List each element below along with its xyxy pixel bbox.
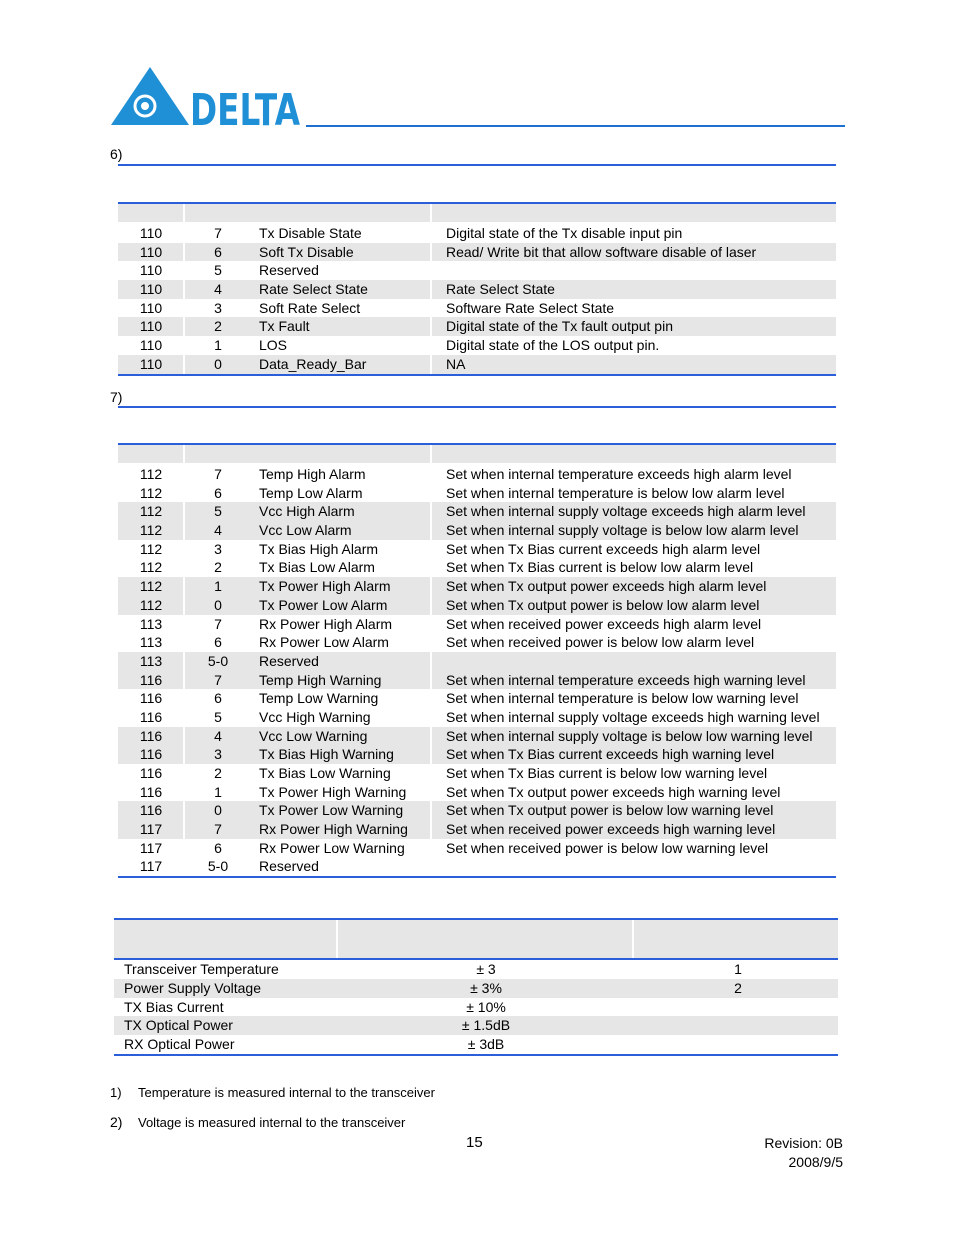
table-row [114,998,838,1017]
description-cell: NA [446,355,466,372]
table-row [118,652,836,671]
name-cell: Tx Power Low Warning [259,802,404,819]
address-cell: 110 [139,281,163,298]
address-cell: 110 [139,318,163,335]
name-cell: Vcc Low Warning [259,727,368,744]
address-cell: 116 [139,690,163,707]
section-6-rule [118,164,836,166]
bit-cell: 6 [214,634,222,651]
header-rule [306,125,845,127]
name-cell: Soft Rate Select [259,299,361,316]
name-cell: Tx Bias High Alarm [259,540,379,557]
address-cell: 110 [139,299,163,316]
address-cell: 116 [139,783,163,800]
accuracy-cell: ± 10% [466,998,506,1015]
description-cell: Set when Tx output power exceeds high warning level [446,783,781,800]
address-cell: 116 [139,802,163,819]
table-row [118,484,836,503]
address-cell: 110 [139,337,163,354]
bit-cell: 1 [214,337,222,354]
note-cell: 1 [734,961,742,977]
bit-cell: 7 [214,671,222,688]
table-row [114,1035,838,1054]
table-row [118,336,836,355]
bit-cell: 7 [214,466,222,482]
bit-cell: 3 [214,299,222,316]
address-cell: 113 [139,615,163,632]
table-row [114,960,838,979]
address-cell: 117 [139,821,163,838]
table-row [118,689,836,708]
footnote-1: 1) Temperature is measured internal to the transceiver [110,1085,435,1100]
description-cell: Rate Select State [446,281,555,298]
table-row [118,355,836,374]
accuracy-cell: ± 1.5dB [461,1017,511,1034]
name-cell: Reserved [259,262,319,279]
name-cell: Tx Power High Warning [259,783,407,800]
description-cell: Digital state of the Tx disable input pin [446,225,683,241]
description-cell: Set when Tx output power is below low warning level [446,802,774,819]
name-cell: Temp High Warning [259,671,382,688]
table-row [118,280,836,299]
description-cell: Read/ Write bit that allow software disable of laser [446,243,757,260]
bit-cell: 5-0 [207,652,229,669]
address-cell: 110 [139,225,163,241]
bit-cell: 2 [214,318,222,335]
table-row [114,979,838,998]
address-cell: 112 [139,596,163,613]
table-row [118,502,836,521]
bit-cell: 4 [214,281,222,298]
section-7-number: 7) [110,389,123,405]
table-row [118,577,836,596]
table-row [118,558,836,577]
revision-date: 2008/9/5 [788,1154,843,1170]
section-7-rule [118,406,836,408]
description-cell: Set when Tx Bias current exceeds high warning level [446,746,775,763]
table-row [114,1016,838,1035]
table-row [118,243,836,262]
name-cell: Tx Bias Low Warning [259,765,391,781]
bit-cell: 2 [214,765,222,781]
page-number: 15 [466,1134,483,1151]
address-cell: 112 [139,578,163,595]
name-cell: Reserved [259,652,319,669]
bit-cell: 5 [214,708,222,725]
description-cell: Set when internal temperature exceeds high warning level [446,671,806,688]
description-cell: Digital state of the LOS output pin. [446,337,660,354]
description-cell: Set when internal temperature is below low alarm level [446,484,785,501]
table-row [118,820,836,839]
table-row [118,727,836,746]
table-header [118,443,836,463]
name-cell: Rx Power Low Warning [259,839,405,856]
name-cell: LOS [259,337,288,354]
revision-label: Revision: 0B [764,1135,843,1151]
description-cell: Set when internal temperature exceeds high alarm level [446,466,792,482]
address-cell: 112 [139,503,163,520]
monitor-accuracy-table [114,918,838,1056]
address-cell: 116 [139,708,163,725]
address-cell: 113 [139,634,163,651]
description-cell: Digital state of the Tx fault output pin [446,318,673,335]
description-cell: Set when internal supply voltage exceeds high warning level [446,708,820,725]
address-cell: 112 [139,559,163,576]
description-cell: Set when received power exceeds high alarm level [446,615,762,632]
description-cell: Set when Tx Bias current is below low warning level [446,765,768,781]
name-cell: Tx Bias High Warning [259,746,394,763]
table-row [118,857,836,876]
note-cell: 2 [734,979,742,996]
table-row [118,671,836,690]
bit-cell: 1 [214,578,222,595]
table-row [118,596,836,615]
section-6-number: 6) [110,146,123,162]
description-cell: Set when internal supply voltage is below low alarm level [446,522,799,539]
description-cell: Set when received power is below low alarm level [446,634,755,651]
bit-cell: 6 [214,839,222,856]
address-cell: 116 [139,765,163,781]
table-row [118,615,836,634]
name-cell: Rate Select State [259,281,368,298]
footnote-2: 2) Voltage is measured internal to the transceiver [110,1114,406,1130]
bit-cell: 5-0 [207,858,229,875]
alarm-warning-flags-table [118,443,836,878]
name-cell: Tx Power High Alarm [259,578,391,595]
bit-cell: 3 [214,540,222,557]
name-cell: Tx Disable State [259,225,362,241]
bit-cell: 0 [214,596,222,613]
name-cell: Temp Low Alarm [259,484,363,501]
description-cell: Software Rate Select State [446,299,615,316]
table-header [118,202,836,222]
name-cell: Rx Power High Alarm [259,615,393,632]
table-header [114,918,838,960]
accuracy-cell: ± 3% [470,979,502,996]
description-cell: Set when Tx Bias current exceeds high alarm level [446,540,761,557]
address-cell: 110 [139,262,163,279]
description-cell: Set when internal temperature is below low warning level [446,690,799,707]
name-cell: Data_Ready_Bar [259,355,367,372]
table-row [118,839,836,858]
name-cell: Rx Power High Warning [259,821,408,838]
name-cell: Temp Low Warning [259,690,379,707]
bit-cell: 6 [214,484,222,501]
table-row [118,224,836,243]
address-cell: 116 [139,746,163,763]
bit-cell: 4 [214,727,222,744]
address-cell: 110 [139,355,163,372]
table-row [118,708,836,727]
address-cell: 112 [139,540,163,557]
bit-cell: 7 [214,821,222,838]
revision-block [764,1134,843,1172]
bit-cell: 3 [214,746,222,763]
address-cell: 116 [139,727,163,744]
bit-cell: 0 [214,355,222,372]
bit-cell: 1 [214,783,222,800]
description-cell: Set when Tx output power is below low alarm level [446,596,760,613]
table-row [118,540,836,559]
address-cell: 113 [139,652,163,669]
parameter-cell: Transceiver Temperature [124,961,279,977]
bit-cell: 2 [214,559,222,576]
description-cell: Set when received power is below low warning level [446,839,769,856]
name-cell: Soft Tx Disable [259,243,354,260]
address-cell: 112 [139,522,163,539]
address-cell: 117 [139,858,163,875]
table-row [118,783,836,802]
table-row [118,465,836,484]
name-cell: Vcc Low Alarm [259,522,352,539]
name-cell: Temp High Alarm [259,466,366,482]
logo-text: DELTA [190,85,300,136]
parameter-cell: TX Bias Current [124,998,224,1015]
delta-logo [110,66,302,136]
parameter-cell: TX Optical Power [124,1017,233,1034]
table-row [118,633,836,652]
bit-cell: 4 [214,522,222,539]
parameter-cell: Power Supply Voltage [124,979,261,996]
table-row [118,261,836,280]
table-row [118,317,836,336]
accuracy-cell: ± 3 [476,961,496,977]
bit-cell: 5 [214,262,222,279]
table-row [118,521,836,540]
bit-cell: 7 [214,615,222,632]
bit-cell: 6 [214,690,222,707]
accuracy-cell: ± 3dB [467,1036,505,1053]
bit-cell: 6 [214,243,222,260]
address-cell: 112 [139,466,163,482]
bit-cell: 0 [214,802,222,819]
name-cell: Vcc High Alarm [259,503,355,520]
address-cell: 116 [139,671,163,688]
description-cell: Set when internal supply voltage is below low warning level [446,727,813,744]
name-cell: Reserved [259,858,319,875]
address-cell: 110 [139,243,163,260]
address-cell: 112 [139,484,163,501]
table-row [118,745,836,764]
description-cell: Set when Tx output power exceeds high alarm level [446,578,767,595]
name-cell: Tx Fault [259,318,310,335]
table-row [118,299,836,318]
address-cell: 117 [139,839,163,856]
name-cell: Tx Power Low Alarm [259,596,388,613]
name-cell: Tx Bias Low Alarm [259,559,375,576]
description-cell: Set when received power exceeds high warning level [446,821,776,838]
bit-cell: 7 [214,225,222,241]
parameter-cell: RX Optical Power [124,1036,235,1053]
table-row [118,801,836,820]
name-cell: Rx Power Low Alarm [259,634,389,651]
description-cell: Set when Tx Bias current is below low alarm level [446,559,754,576]
table-row [118,764,836,783]
bit-cell: 5 [214,503,222,520]
status-bits-table [118,202,836,376]
description-cell: Set when internal supply voltage exceeds high alarm level [446,503,806,520]
name-cell: Vcc High Warning [259,708,371,725]
